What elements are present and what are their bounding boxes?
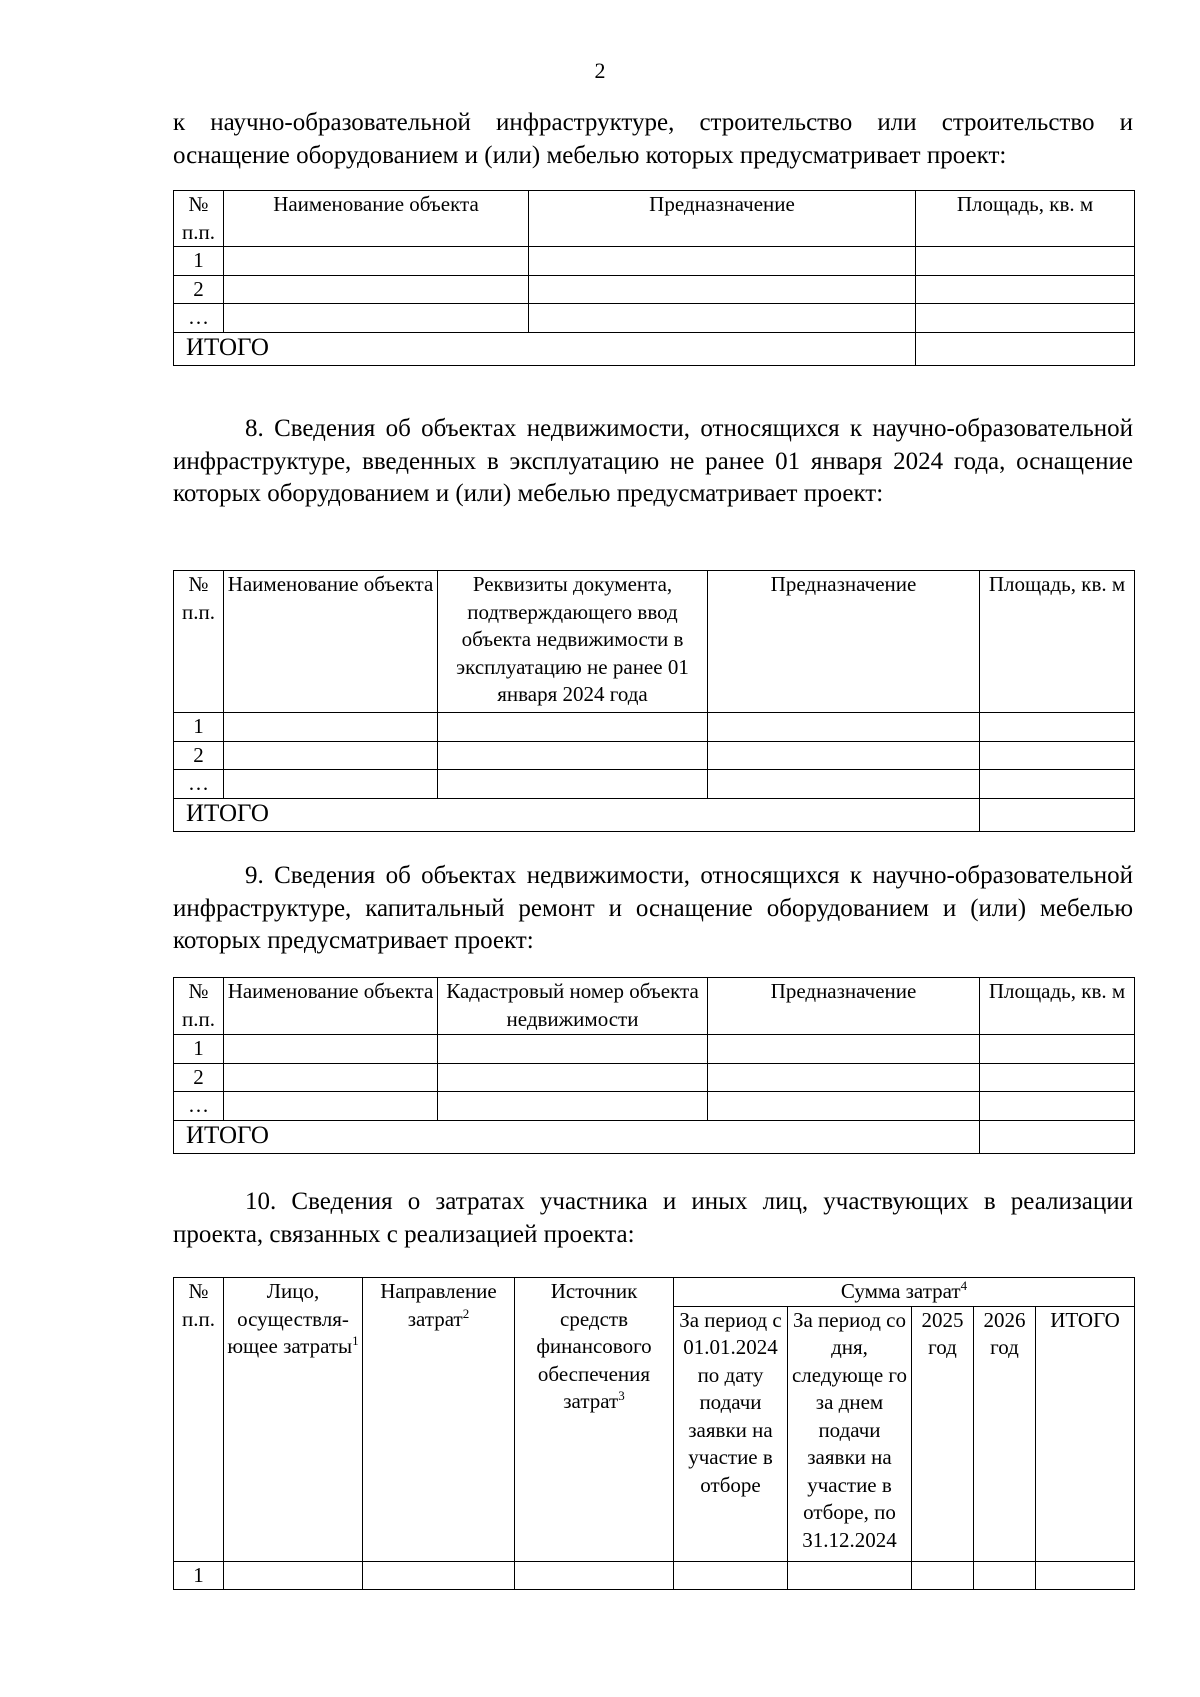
- total-row: [174, 798, 1135, 831]
- header-direction: Направление затрат$^2$: [363, 1278, 515, 1562]
- section-9-paragraph: 9. Сведения об объектах недвижимости, относящихся к научно-образовательной инфраструктуре, капитальный ремонт и оснащение оборудованием и (или) мебелью которых предусматривает проект:: [173, 862, 1133, 954]
- header-num: № п.п.: [174, 1278, 224, 1562]
- row-number: …: [174, 1092, 224, 1121]
- header-total: ИТОГО: [1036, 1306, 1135, 1561]
- table-row: [174, 275, 1135, 304]
- table-row: [174, 304, 1135, 333]
- table-row: [174, 1092, 1135, 1121]
- header-cell: Предназначение: [708, 978, 980, 1035]
- header-cell: № п.п.: [174, 571, 224, 713]
- objects-table-9: [173, 977, 1135, 1154]
- header-person: Лицо, осуществля-ющее затраты$^1$: [224, 1278, 363, 1562]
- objects-table-7: [173, 190, 1135, 366]
- page-number: 2: [594, 58, 606, 83]
- total-label: ИТОГО: [174, 332, 916, 365]
- header-cell: № п.п.: [174, 191, 224, 247]
- row-number: 1: [174, 713, 224, 742]
- header-cell: Площадь, кв. м: [980, 978, 1135, 1035]
- row-number: …: [174, 770, 224, 799]
- section-8-paragraph: 8. Сведения об объектах недвижимости, относящихся к научно-образовательной инфраструктуре, введенных в эксплуатацию не ранее 01 января 2024 года, оснащение которых оборудованием и (или) мебелью предусматривает проект:: [173, 415, 1133, 507]
- row-number: 2: [174, 741, 224, 770]
- header-period-1: За период с 01.01.2024 по дату подачи заявки на участие в отборе: [674, 1306, 788, 1561]
- footnote-1: 1: [352, 1333, 359, 1348]
- header-cell: Кадастровый номер объекта недвижимости: [438, 978, 708, 1035]
- table-row: [174, 741, 1135, 770]
- row-number: 2: [174, 1063, 224, 1092]
- row-number: …: [174, 304, 224, 333]
- row-number: 1: [174, 1561, 224, 1590]
- footnote-2: 2: [462, 1305, 470, 1321]
- footnote-4: 4: [960, 1278, 968, 1293]
- header-year-2026: 2026 год: [974, 1306, 1036, 1561]
- row-number: 1: [174, 247, 224, 276]
- header-cell: Предназначение: [708, 571, 980, 713]
- total-row: [174, 1120, 1135, 1153]
- header-source: Источник средств финансового обеспечения затрат$^3$: [515, 1278, 674, 1562]
- total-row: [174, 332, 1135, 365]
- table-row: [174, 1561, 1135, 1590]
- costs-table-10: [173, 1277, 1135, 1590]
- header-cell: Наименование объекта: [224, 978, 438, 1035]
- header-cell: Реквизиты документа, подтверждающего ввод объекта недвижимости в эксплуатацию не ранее 01 января 2024 года: [438, 571, 708, 713]
- header-sum: Сумма затрат$^4$: [674, 1278, 1135, 1307]
- header-cell: Площадь, кв. м: [916, 191, 1135, 247]
- header-cell: № п.п.: [174, 978, 224, 1035]
- total-label: ИТОГО: [174, 1120, 980, 1153]
- total-label: ИТОГО: [174, 798, 980, 831]
- row-number: 1: [174, 1035, 224, 1064]
- section-10-paragraph: 10. Сведения о затратах участника и иных лиц, участвующих в реализации проекта, связанных с реализацией проекта:: [173, 1188, 1133, 1248]
- footnote-3: 3: [618, 1388, 625, 1403]
- row-number: 2: [174, 275, 224, 304]
- objects-table-8: [173, 570, 1135, 832]
- header-year-2025: 2025 год: [912, 1306, 974, 1561]
- header-cell: Площадь, кв. м: [980, 571, 1135, 713]
- table-row: [174, 713, 1135, 742]
- intro-paragraph: к научно-образовательной инфраструктуре, строительство или строительство и оснащение оборудованием и (или) мебелью которых предусматривает проект:: [173, 109, 1133, 169]
- table-row: [174, 770, 1135, 799]
- table-row: [174, 1063, 1135, 1092]
- header-cell: Наименование объекта: [224, 571, 438, 713]
- header-cell: Наименование объекта: [224, 191, 529, 247]
- table-row: [174, 247, 1135, 276]
- table-row: [174, 1035, 1135, 1064]
- header-cell: Предназначение: [529, 191, 916, 247]
- header-period-2: За период со дня, следующе го за днем подачи заявки на участие в отборе, по 31.12.2024: [788, 1306, 912, 1561]
